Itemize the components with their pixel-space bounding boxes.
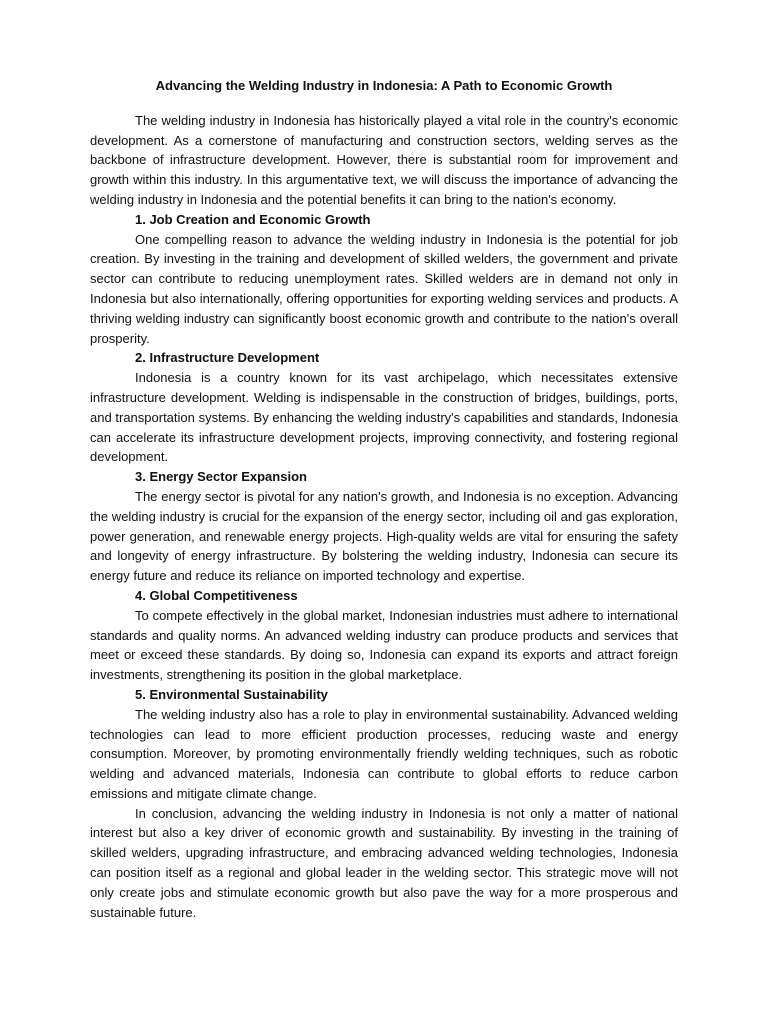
section-body-job-creation: One compelling reason to advance the welding industry in Indonesia is the potential for job creation. By investing in the training and development of skilled welders, the government and private sector can contribute to reducing unemployment rates. Skilled welders are in demand not only in Indonesia but also internationally, offering opportunities for exporting welding services and products. A thriving welding industry can significantly boost economic growth and contribute to the nation's overall prosperity. <box>90 231 678 346</box>
section-body-competitiveness: To compete effectively in the global market, Indonesian industries must adhere to international standards and quality norms. An advanced welding industry can produce products and services that meet or exceed these standards. By doing so, Indonesia can expand its exports and attract foreign investments, strengthening its position in the global marketplace. <box>90 607 678 683</box>
section-body-infrastructure: Indonesia is a country known for its vast archipelago, which necessitates extensive infrastructure development. Welding is indispensable in the construction of bridges, buildings, ports, and transportation systems. By enhancing the welding industry's capabilities and standards, Indonesia can accelerate its infrastructure development projects, improving connectivity, and fostering regional development. <box>90 370 678 465</box>
section-body-energy: The energy sector is pivotal for any nation's growth, and Indonesia is no exception. Advancing the welding industry is crucial for the expansion of the energy sector, including oil and gas exploration, power generation, and renewable energy projects. High-quality welds are vital for ensuring the safety and longevity of energy infrastructure. By bolstering the welding industry, Indonesia can secure its energy future and reduce its reliance on imported technology and expertise. <box>90 488 678 584</box>
section-heading-energy: 3. Energy Sector Expansion <box>135 469 307 485</box>
section-heading-sustainability: 5. Environmental Sustainability <box>135 686 328 702</box>
document-title: Advancing the Welding Industry in Indonesia: A Path to Economic Growth <box>155 78 613 93</box>
section-body-sustainability: The welding industry also has a role to play in environmental sustainability. Advanced welding technologies can lead to more efficient production processes, reducing waste and energy consumption. Moreover, by promoting environmentally friendly welding techniques, such as robotic welding and advanced materials, Indonesia can contribute to global efforts to reduce carbon emissions and mitigate climate change. <box>90 706 678 801</box>
conclusion-paragraph: In conclusion, advancing the welding industry in Indonesia is not only a matter of national interest but also a key driver of economic growth and sustainability. By investing in the training of skilled welders, upgrading infrastructure, and embracing advanced welding technologies, Indonesia can position itself as a regional and global leader in the welding sector. This strategic move will not only create jobs and stimulate economic growth but also pave the way for a more prosperous and sustainable future. <box>90 805 678 920</box>
intro-paragraph: The welding industry in Indonesia has historically played a vital role in the country's economic development. As a cornerstone of manufacturing and construction sectors, welding serves as the backbone of infrastructure development. However, there is substantial room for improvement and growth within this industry. In this argumentative text, we will discuss the importance of advancing the welding industry in Indonesia and the potential benefits it can bring to the nation's economy. <box>90 112 678 207</box>
document-page <box>90 76 678 922</box>
section-heading-job-creation: 1. Job Creation and Economic Growth <box>135 211 371 227</box>
section-heading-competitiveness: 4. Global Competitiveness <box>135 587 298 603</box>
section-heading-infrastructure: 2. Infrastructure Development <box>135 350 320 366</box>
